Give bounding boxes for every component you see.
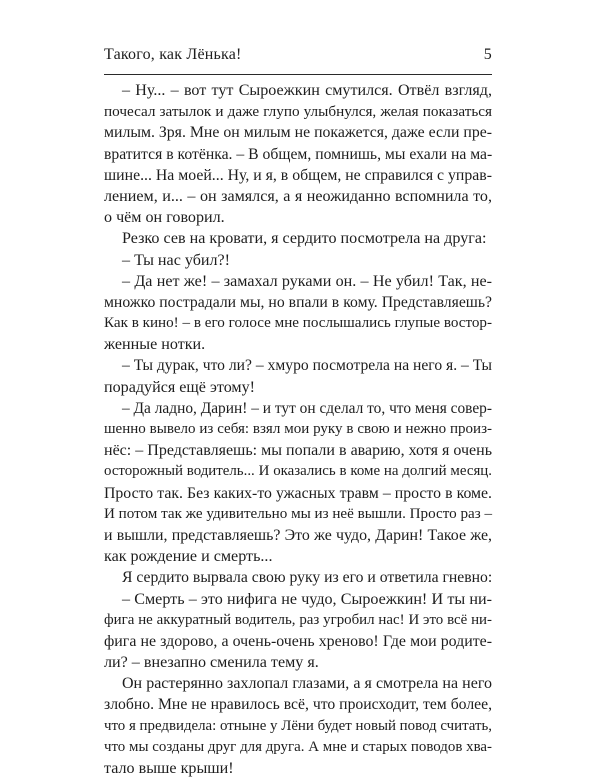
text-line: ли? – внезапно сменила тему я.: [104, 654, 319, 672]
text-line: шине... На моей... Ну, и я, в общем, не справился с управ-: [104, 166, 492, 184]
running-header: [104, 46, 492, 70]
text-line: – Ты дурак, что ли? – хмуро посмотрела на него я. – Ты: [122, 357, 492, 375]
text-line: порадуйся ещё этому!: [104, 378, 256, 396]
text-line: почесал затылок и даже глупо улыбнулся, желая показаться: [104, 103, 492, 121]
text-line: – Смерть – это нифига не чудо, Сыроежкин! И ты ни-: [122, 590, 492, 608]
text-line: Я сердито вырвала свою руку из его и ответила гневно:: [122, 569, 493, 587]
text-line: как рождение и смерть...: [104, 548, 273, 566]
text-line: Просто так. Без каких-то ужасных травм – просто в коме.: [104, 484, 492, 502]
text-line: – Ну... – вот тут Сыроежкин смутился. Отвёл взгляд,: [122, 82, 492, 99]
book-title: Такого, как Лёнька!: [104, 46, 242, 63]
body-text: [104, 80, 492, 779]
header-rule: [104, 74, 492, 75]
text-line: Как в кино! – в его голосе мне послышались глупые востор-: [104, 315, 492, 332]
text-line: и вышли, представляешь? Это же чудо, Дарин! Такое же,: [104, 526, 492, 544]
page-number: 5: [483, 46, 492, 63]
text-line: осторожный водитель... И оказались в коме на долгий месяц.: [104, 463, 492, 480]
text-line: о чём он говорил.: [104, 209, 225, 227]
text-line: нёс: – Представляешь: мы попали в аварию, хотя я очень: [104, 442, 492, 460]
text-line: злобно. Мне не нравилось всё, что происходит, тем более,: [104, 696, 492, 714]
text-line: – Да нет же! – замахал руками он. – Не убил! Так, не-: [122, 272, 492, 290]
text-line: Он растерянно захлопал глазами, а я смотрела на него: [122, 675, 492, 693]
text-line: Резко сев на кровати, я сердито посмотрела на друга:: [122, 230, 487, 248]
text-line: что мы созданы друг для друга. А мне и старых поводов хва-: [104, 738, 492, 755]
text-line: вратится в котёнка. – В общем, помнишь, мы ехали на ма-: [104, 145, 493, 163]
text-line: что я предвидела: отныне у Лёни будет новый повод считать,: [104, 717, 493, 734]
text-line: – Ты нас убил?!: [122, 251, 231, 269]
text-line: фига не аккуратный водитель, раз угробил нас! И это всё ни-: [104, 611, 492, 628]
text-line: И потом так же удивительно мы из неё вышли. Просто раз –: [104, 505, 492, 522]
text-line: тало выше крыши!: [104, 760, 234, 777]
text-line: лением, и... – он замялся, а я неожиданно вспомнила то,: [104, 187, 492, 205]
text-line: шенно вывело из себя: взял мои руку в свою и нежно произ-: [104, 421, 492, 437]
text-line: милым. Зря. Мне он милым не покажется, даже если пре-: [104, 124, 492, 142]
text-line: женные нотки.: [104, 336, 206, 354]
text-line: – Да ладно, Дарин! – и тут он сделал то, что меня совер-: [122, 399, 492, 417]
text-line: фига не здорово, а очень-очень хреново! Где мои родите-: [104, 632, 492, 650]
text-line: множко пострадали мы, но впали в кому. Представляешь?: [104, 293, 492, 311]
